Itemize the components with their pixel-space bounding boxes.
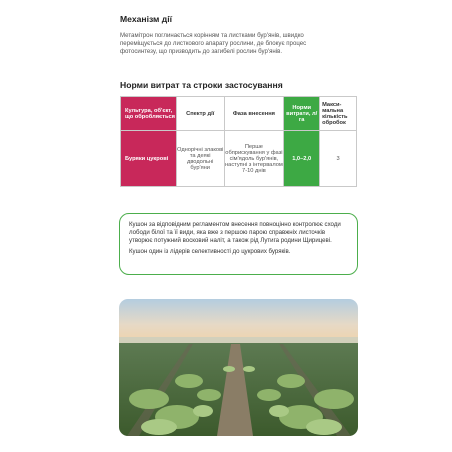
cell-phase: Перше обприскування у фазі сім'ядоль бур'янів, наступні з інтервалом 7-10 днів xyxy=(224,131,284,187)
cell-spectrum: Однорічні злакові та деякі дводольні бур'яни xyxy=(176,131,224,187)
norms-title: Норми витрат та строки застосування xyxy=(120,80,283,90)
mechanism-title: Механізм дії xyxy=(120,14,173,24)
mechanism-text: Метамітрон поглинається корінням та листками бур'янів, швидко переміщується до листкового апарату рослини, де блокує процес фотосинтезу, що призводить до загибелі рослин бур'янів. xyxy=(120,32,307,55)
note-paragraph-1: Кушон за відповідним регламентом внесення повноцінно контролює сходи лободи білої та її види, яка вже з першою парою справжніх листочків утворює потужний восковий наліт, а також рід Лутига родини Щирицеві. xyxy=(129,221,341,244)
note-paragraph-2: Кушон один із лідерів селективності до цукрових буряків. xyxy=(129,248,291,255)
cell-rate: 1,0–2,0 xyxy=(284,131,320,187)
header-spectrum: Спектр дії xyxy=(176,97,224,131)
table-header-row xyxy=(121,97,357,131)
header-max-treatments: Макси-мальна кількість обробок xyxy=(320,97,357,131)
sugar-beet-field-photo xyxy=(119,299,358,436)
header-crop: Культура, об'єкт, що обробляється xyxy=(121,97,177,131)
table-row xyxy=(121,131,357,187)
header-phase: Фаза внесення xyxy=(224,97,284,131)
cell-max-treatments: 3 xyxy=(320,131,357,187)
info-note xyxy=(119,213,358,275)
norms-table xyxy=(120,96,357,187)
header-rate: Норми витрати, л/га xyxy=(284,97,320,131)
cell-crop: Буряки цукрові xyxy=(121,131,177,187)
